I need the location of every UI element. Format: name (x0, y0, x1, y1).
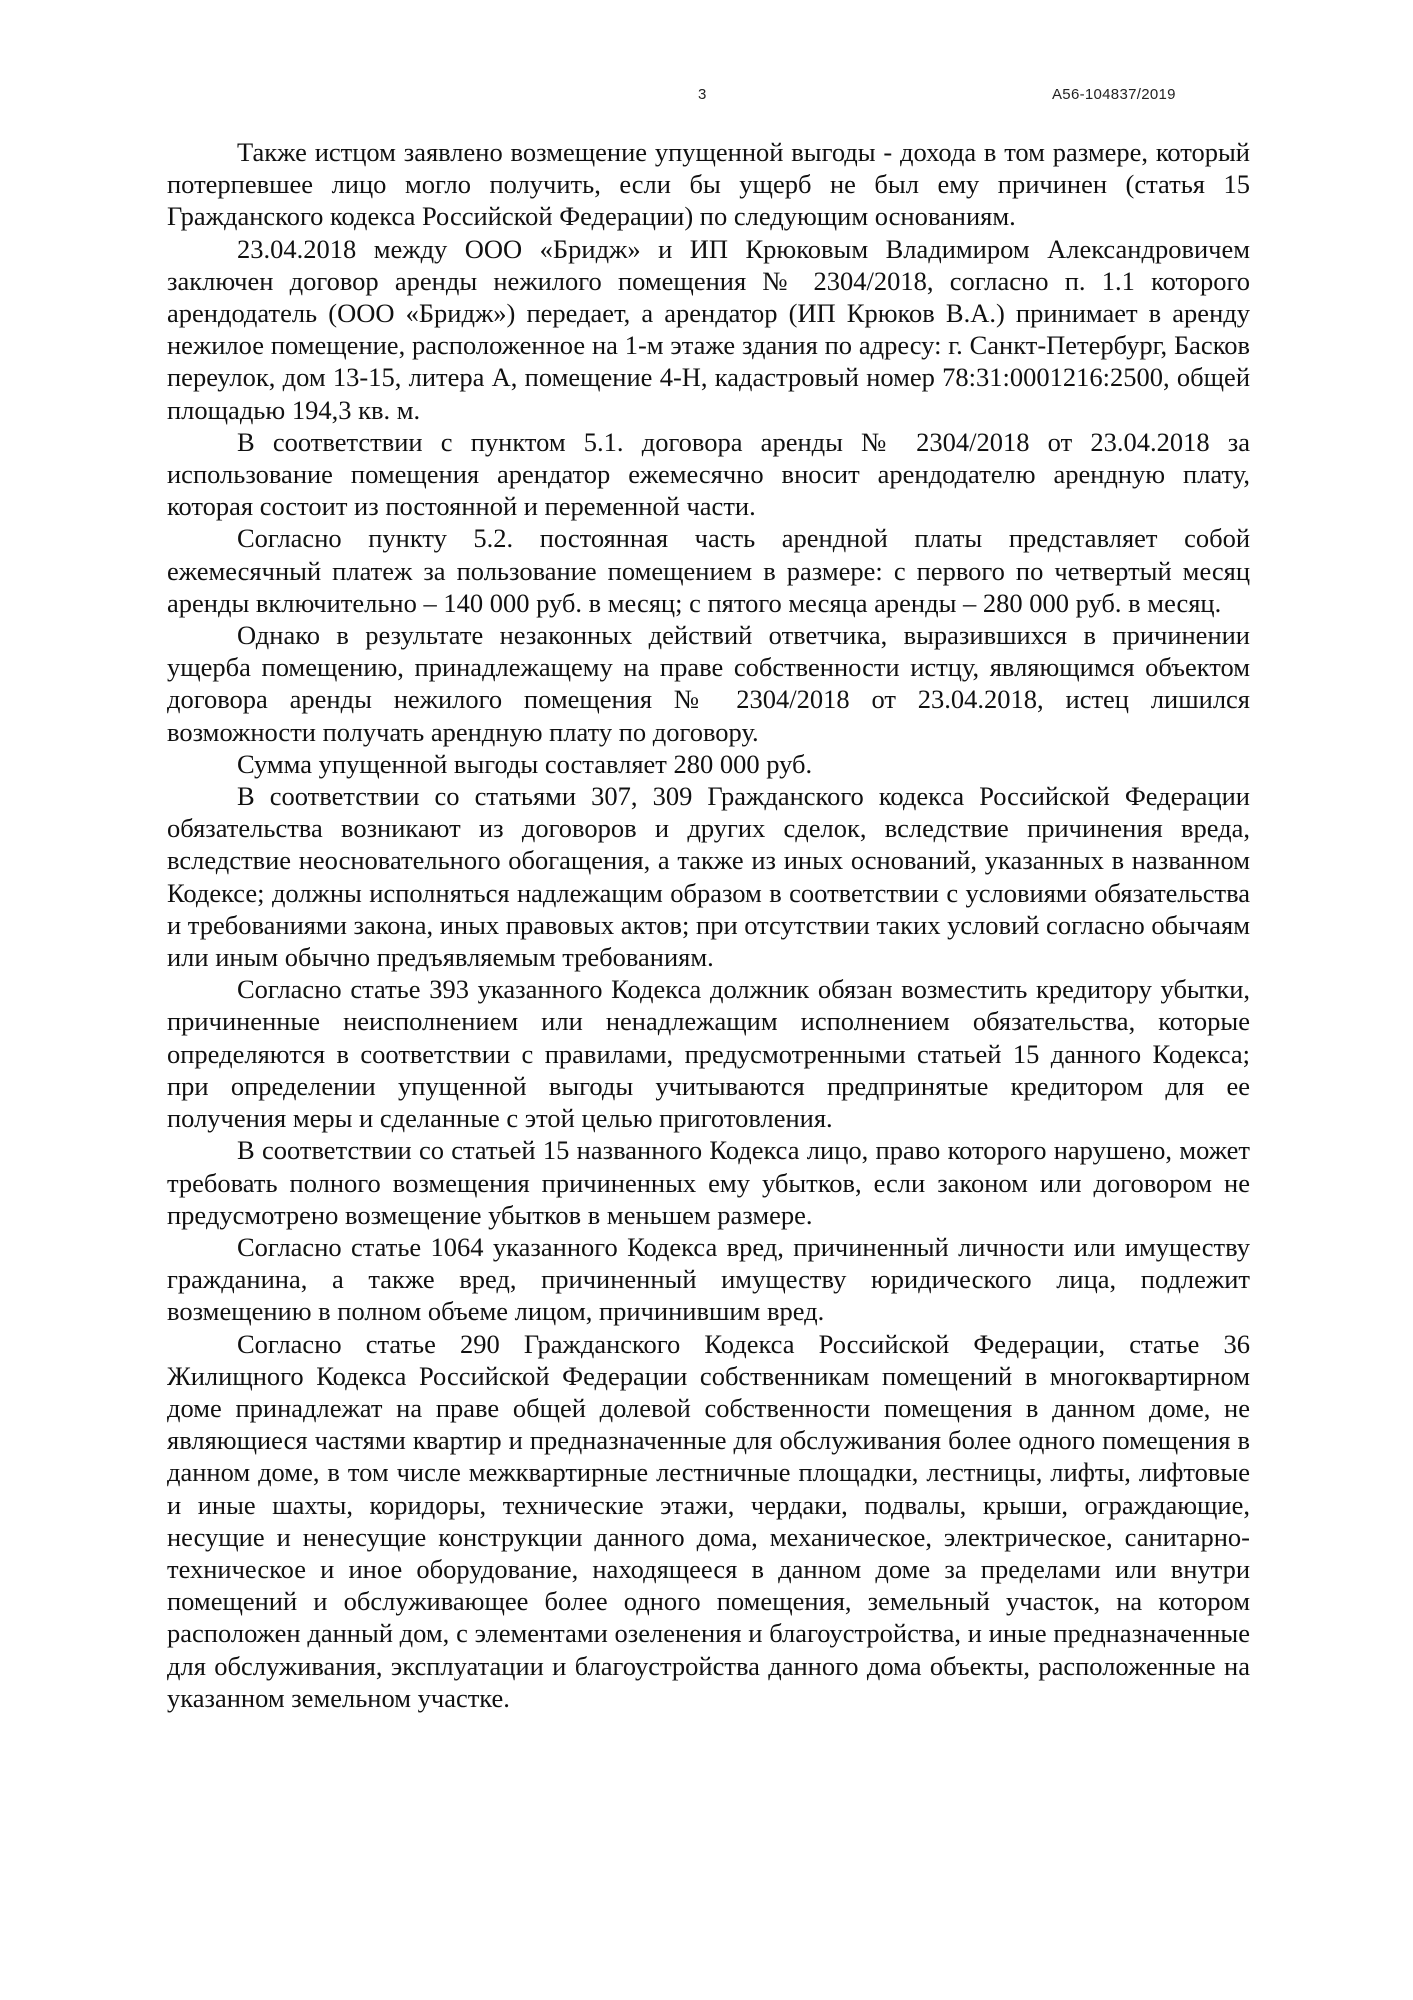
paragraph-rent-clause-5-1: В соответствии с пунктом 5.1. договора аренды № 2304/2018 от 23.04.2018 за использование помещения арендатор ежемесячно вносит арендодателю арендную плату, которая состоит из постоянной и переменной части. (167, 426, 1250, 522)
paragraph-lost-profit-amount: Сумма упущенной выгоды составляет 280 000 руб. (237, 748, 813, 779)
paragraph-rent-clause-5-2: Согласно пункту 5.2. постоянная часть арендной платы представляет собой ежемесячный платеж за пользование помещением в размере: с первого по четвертый месяц аренды включительно – 140 000 руб. в месяц; с пятого месяца аренды – 280 000 руб. в месяц. (167, 523, 1250, 618)
page-number: 3 (698, 86, 707, 103)
document-body (167, 136, 1250, 1714)
paragraph-lease-agreement: 23.04.2018 между ООО «Бридж» и ИП Крюковым Владимиром Александровичем заключен договор аренды нежилого помещения № 2304/2018, согласно п. 1.1 которого арендодатель (ООО «Бридж») передает, а арендатор (ИП Крюков В.А.) принимает в аренду нежилое помещение, расположенное на 1-м этаже здания по адресу: г. Санкт-Петербург, Басков переулок, дом 13-15, литера А, помещение 4-Н, кадастровый номер 78:31:0001216:2500, общей площадью 194,3 кв. м. (167, 233, 1250, 425)
paragraph-lost-profit-claim: Также истцом заявлено возмещение упущенной выгоды - дохода в том размере, который потерпевшее лицо могло получить, если бы ущерб не был ему причинен (статья 15 Гражданского кодекса Российской Федерации) по следующим основаниям. (167, 137, 1250, 232)
paragraph-article-15: В соответствии со статьей 15 названного Кодекса лицо, право которого нарушено, может требовать полного возмещения причиненных ему убытков, если законом или договором не предусмотрено возмещение убытков в меньшем размере. (167, 1135, 1250, 1230)
paragraph-article-1064: Согласно статье 1064 указанного Кодекса вред, причиненный личности или имуществу гражданина, а также вред, причиненный имуществу юридического лица, подлежит возмещению в полном объеме лицом, причинившим вред. (167, 1231, 1250, 1327)
case-number: А56-104837/2019 (1052, 86, 1176, 103)
page-header (0, 86, 1413, 110)
paragraph-article-290: Согласно статье 290 Гражданского Кодекса Российской Федерации, статье 36 Жилищного Кодекса Российской Федерации собственникам помещений в многоквартирном доме принадлежат на праве общей долевой собственности помещения в данном доме, не являющиеся частями квартир и предназначенные для обслуживания более одного помещения в данном доме, в том числе межквартирные лестничные площадки, лестницы, лифты, лифтовые и иные шахты, коридоры, технические этажи, чердаки, подвалы, крыши, ограждающие, несущие и ненесущие конструкции данного дома, механическое, электрическое, санитарно-техническое и иное оборудование, находящееся в данном доме за пределами или внутри помещений и обслуживающее более одного помещения, земельный участок, на котором расположен данный дом, с элементами озеленения и благоустройства, и иные предназначенные для обслуживания, эксплуатации и благоустройства данного дома объекты, расположенные на указанном земельном участке. (167, 1328, 1250, 1713)
paragraph-articles-307-309: В соответствии со статьями 307, 309 Гражданского кодекса Российской Федерации обязательства возникают из договоров и других сделок, вследствие причинения вреда, вследствие неосновательного обогащения, а также из иных оснований, указанных в названном Кодексе; должны исполняться надлежащим образом в соответствии с условиями обязательства и требованиями закона, иных правовых актов; при отсутствии таких условий согласно обычаям или иным обычно предъявляемым требованиям. (167, 781, 1250, 973)
paragraph-article-393: Согласно статье 393 указанного Кодекса должник обязан возместить кредитору убытки, причиненные неисполнением или ненадлежащим исполнением обязательства, которые определяются в соответствии с правилами, предусмотренными статьей 15 данного Кодекса; при определении упущенной выгоды учитываются предпринятые кредитором для ее получения меры и сделанные с этой целью приготовления. (167, 974, 1250, 1134)
paragraph-damage-consequence: Однако в результате незаконных действий ответчика, выразившихся в причинении ущерба помещению, принадлежащему на праве собственности истцу, являющимся объектом договора аренды нежилого помещения № 2304/2018 от 23.04.2018, истец лишился возможности получать арендную плату по договору. (167, 620, 1250, 747)
